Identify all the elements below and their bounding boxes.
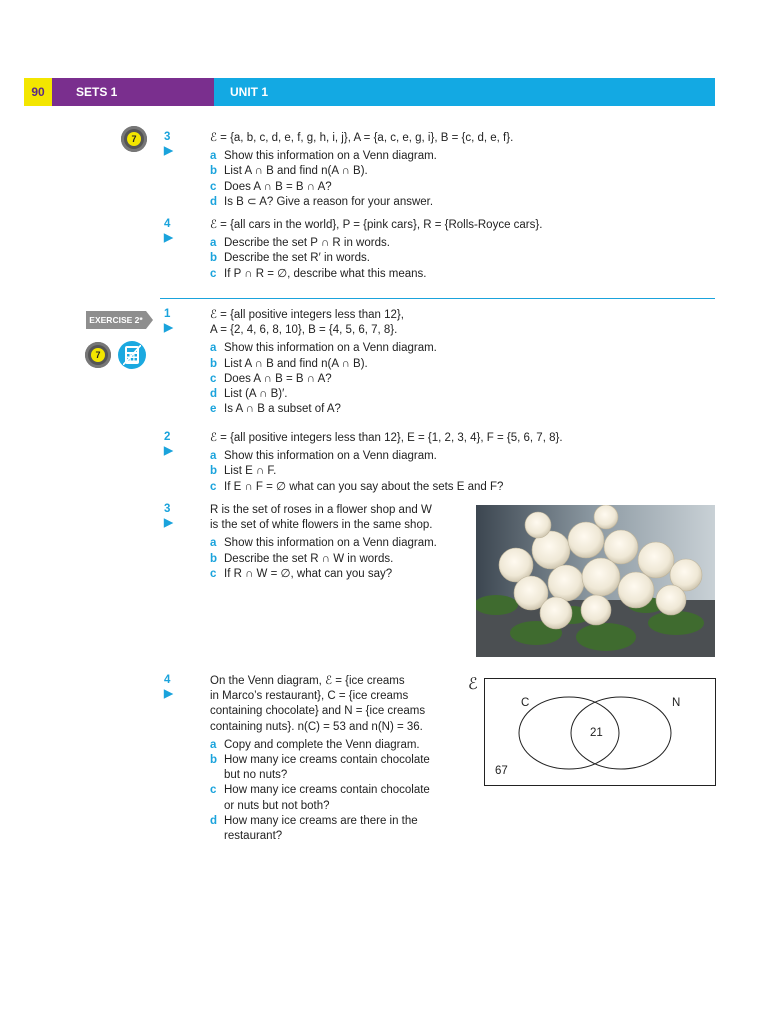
question-part-a <box>210 536 437 551</box>
line-text: restaurant? <box>224 830 283 842</box>
line-text: Is A ∩ B a subset of A? <box>224 403 341 416</box>
set-c-label: C <box>521 697 530 709</box>
part-letter: a <box>210 342 217 355</box>
line-text: If P ∩ R = ∅, describe what this means. <box>224 267 427 280</box>
difficulty-dial-icon <box>85 342 111 368</box>
part-letter: d <box>210 388 218 400</box>
line-text: How many ice creams are there in the <box>224 814 418 827</box>
part-letter: b <box>210 465 218 478</box>
question-number: 2 ▶ <box>164 431 173 457</box>
question-text <box>210 768 287 783</box>
part-letter: b <box>210 357 218 370</box>
question-part-c <box>210 567 392 582</box>
question-part-a <box>210 449 437 464</box>
line-text: On the Venn diagram, ℰ = {ice creams <box>210 675 405 687</box>
part-letter: b <box>210 754 218 766</box>
question-text <box>210 720 423 735</box>
line-text: in Marco’s restaurant}, C = {ice creams <box>210 690 409 703</box>
part-letter: b <box>210 165 218 178</box>
part-letter: a <box>210 150 217 163</box>
question-part-a <box>210 149 437 164</box>
question-part-d <box>210 387 287 402</box>
question-part-e <box>210 402 341 417</box>
question-text <box>210 308 404 323</box>
line-text: Describe the set P ∩ R in words. <box>224 237 390 250</box>
set-n-circle <box>571 697 671 769</box>
question-part-c <box>210 372 332 387</box>
question-part-c <box>210 480 503 495</box>
line-text: R is the set of roses in a flower shop and W <box>210 504 432 516</box>
part-letter: a <box>210 738 217 751</box>
calculator-icon <box>118 341 146 369</box>
question-text <box>210 503 432 518</box>
question-part-d <box>210 195 433 210</box>
part-letter: c <box>210 267 217 280</box>
line-text: ℰ = {all cars in the world}, P = {pink cars}, R = {Rolls-Royce cars}. <box>210 219 543 231</box>
part-letter: c <box>210 567 217 580</box>
question-number: 1 ▶ <box>164 308 173 334</box>
line-text: ℰ = {all positive integers less than 12}, <box>210 309 404 321</box>
question-part-b <box>210 357 368 372</box>
part-letter: a <box>210 237 217 250</box>
question-text <box>210 218 542 233</box>
part-letter: c <box>210 372 217 385</box>
line-text: Is B ⊂ A? Give a reason for your answer. <box>224 195 434 208</box>
difficulty-dial-icon <box>121 126 147 152</box>
part-letter: c <box>210 784 217 797</box>
outside-value: 67 <box>495 765 508 777</box>
question-part-c <box>210 267 426 282</box>
question-part-b <box>210 251 370 266</box>
line-text: How many ice creams contain chocolate <box>224 784 430 797</box>
question-text <box>210 689 408 704</box>
question-part-b <box>210 552 393 567</box>
line-text: containing nuts}. n(C) = 53 and n(N) = 36. <box>210 720 423 733</box>
question-number: 4 ▶ <box>164 218 173 244</box>
intersection-value: 21 <box>590 727 603 739</box>
question-part-d <box>210 814 418 829</box>
question-part-c <box>210 180 332 195</box>
unit-label: UNIT 1 <box>214 78 715 106</box>
section-title: SETS 1 <box>52 78 214 106</box>
section-divider <box>160 298 715 299</box>
line-text: Copy and complete the Venn diagram. <box>224 738 420 751</box>
question-text <box>210 518 432 533</box>
line-text: A = {2, 4, 6, 8, 10}, B = {4, 5, 6, 7, 8}. <box>210 324 398 337</box>
line-text: List (A ∩ B)′. <box>224 388 288 400</box>
line-text: containing chocolate} and N = {ice creams <box>210 705 426 718</box>
line-text: If E ∩ F = ∅ what can you say about the sets E and F? <box>224 480 504 493</box>
set-c-circle <box>519 697 619 769</box>
difficulty-level: 7 <box>91 348 105 362</box>
question-text <box>210 799 330 814</box>
line-text: Show this information on a Venn diagram. <box>224 450 437 463</box>
question-text <box>210 829 282 844</box>
part-letter: c <box>210 180 217 193</box>
question-number: 3 ▶ <box>164 131 173 157</box>
white-roses-photo <box>476 505 715 657</box>
difficulty-level: 7 <box>127 132 141 146</box>
line-text: ℰ = {all positive integers less than 12}, E = {1, 2, 3, 4}, F = {5, 6, 7, 8}. <box>210 432 563 444</box>
line-text: List A ∩ B and find n(A ∩ B). <box>224 165 368 178</box>
question-part-a <box>210 341 437 356</box>
line-text: List A ∩ B and find n(A ∩ B). <box>224 357 368 370</box>
set-n-label: N <box>672 697 681 709</box>
question-part-c <box>210 783 430 798</box>
line-text: Does A ∩ B = B ∩ A? <box>224 372 332 385</box>
question-number: 3 ▶ <box>164 503 173 529</box>
line-text: Show this information on a Venn diagram. <box>224 537 437 550</box>
question-text <box>210 674 405 689</box>
question-text <box>210 431 563 446</box>
page-number: 90 <box>24 78 52 106</box>
question-part-a <box>210 236 390 251</box>
part-letter: d <box>210 814 218 827</box>
line-text: If R ∩ W = ∅, what can you say? <box>224 567 393 580</box>
part-letter: a <box>210 537 217 550</box>
exercise-badge: EXERCISE 2* <box>86 311 146 329</box>
part-letter: b <box>210 252 218 265</box>
question-text <box>210 704 425 719</box>
question-text <box>210 131 513 146</box>
line-text: is the set of white flowers in the same shop. <box>210 519 433 532</box>
question-part-b <box>210 164 368 179</box>
line-text: Show this information on a Venn diagram. <box>224 150 437 163</box>
line-text: Does A ∩ B = B ∩ A? <box>224 180 332 193</box>
question-part-b <box>210 464 276 479</box>
part-letter: e <box>210 403 217 416</box>
line-text: Describe the set R′ in words. <box>224 252 370 265</box>
question-part-a <box>210 738 420 753</box>
universal-set-symbol: ℰ <box>468 676 478 693</box>
question-part-b <box>210 753 430 768</box>
part-letter: c <box>210 480 217 493</box>
question-text <box>210 323 397 338</box>
line-text: List E ∩ F. <box>224 465 277 478</box>
question-number: 4 ▶ <box>164 674 173 700</box>
part-letter: a <box>210 450 217 463</box>
line-text: Show this information on a Venn diagram. <box>224 342 437 355</box>
part-letter: b <box>210 552 218 565</box>
line-text: but no nuts? <box>224 769 288 782</box>
line-text: Describe the set R ∩ W in words. <box>224 552 394 565</box>
line-text: ℰ = {a, b, c, d, e, f, g, h, i, j}, A = {a, c, e, g, i}, B = {c, d, e, f}. <box>210 132 514 144</box>
part-letter: d <box>210 195 218 208</box>
line-text: or nuts but not both? <box>224 799 330 812</box>
line-text: How many ice creams contain chocolate <box>224 754 430 766</box>
